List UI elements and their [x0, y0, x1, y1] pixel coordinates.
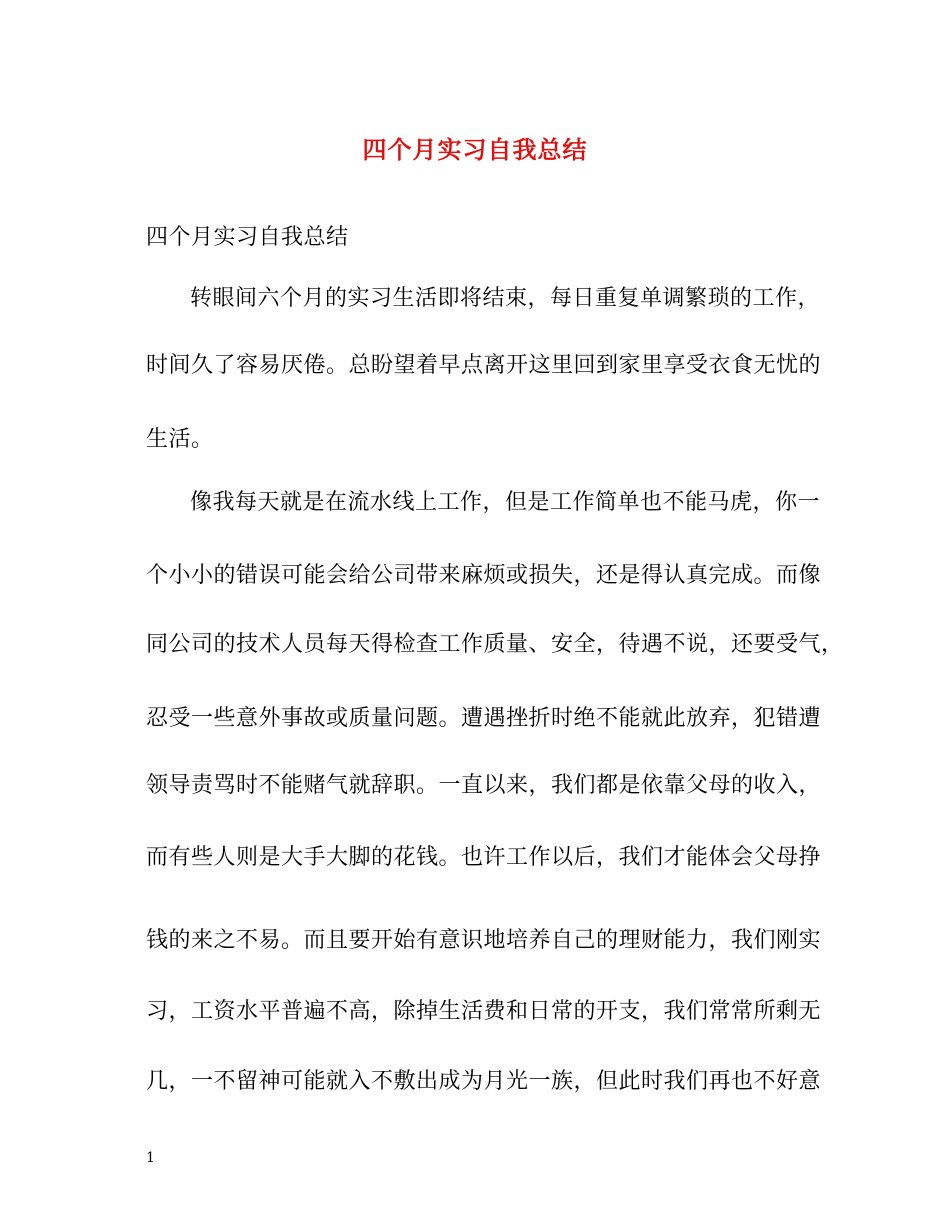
paragraph-line: 像我每天就是在流水线上工作，但是工作简单也不能马虎，你一 — [190, 490, 821, 515]
paragraph-line: 习，工资水平普遍不高，除掉生活费和日常的开支，我们常常所剩无 — [146, 999, 822, 1024]
paragraph-line: 忍受一些意外事故或质量问题。遭遇挫折时绝不能就此放弃，犯错遭 — [146, 706, 822, 731]
paragraph-line: 生活。 — [146, 427, 214, 452]
paragraph-line: 个小小的错误可能会给公司带来麻烦或损失，还是得认真完成。而像 — [146, 563, 822, 588]
page-number: 1 — [146, 1150, 155, 1166]
paragraph-line: 领导责骂时不能赌气就辞职。一直以来，我们都是依靠父母的收入， — [146, 773, 822, 798]
paragraph-line: 转眼间六个月的实习生活即将结束，每日重复单调繁琐的工作， — [190, 286, 821, 311]
document-title: 四个月实习自我总结 — [362, 135, 588, 164]
paragraph-line: 钱的来之不易。而且要开始有意识地培养自己的理财能力，我们刚实 — [146, 928, 822, 953]
paragraph-line: 同公司的技术人员每天得检查工作质量、安全，待遇不说，还要受气， — [146, 632, 844, 657]
paragraph-line: 时间久了容易厌倦。总盼望着早点离开这里回到家里享受衣食无忧的 — [146, 353, 822, 378]
paragraph-line: 而有些人则是大手大脚的花钱。也许工作以后，我们才能体会父母挣 — [146, 845, 822, 870]
document-subtitle: 四个月实习自我总结 — [146, 225, 349, 250]
paragraph-line: 几，一不留神可能就入不敷出成为月光一族，但此时我们再也不好意 — [146, 1069, 822, 1094]
